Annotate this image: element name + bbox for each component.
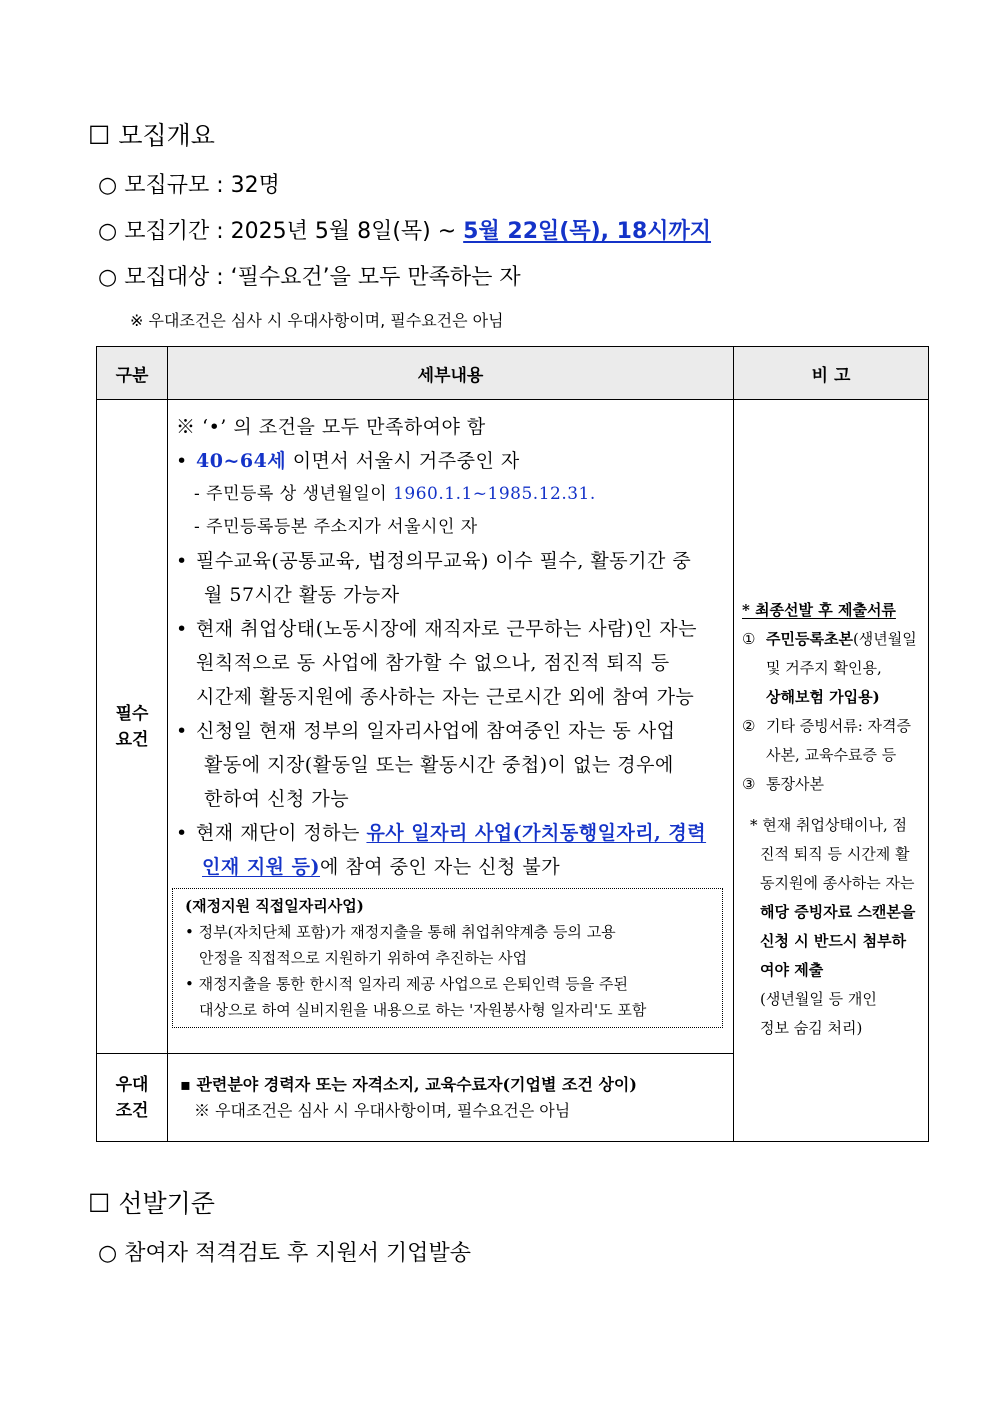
recruit-period-label: ○ 모집기간 : 2025년 5월 8일(목) ~ xyxy=(98,219,464,244)
required-label xyxy=(97,400,168,1054)
preferred-label-1: 우대 xyxy=(115,1074,149,1095)
box-item-1: • 정부(자치단체 포함)가 재정지출을 통해 취업취약계층 등의 고용 xyxy=(185,923,616,941)
preferred-details xyxy=(168,1054,734,1142)
pref-line-2: ※ 우대조건은 심사 시 우대사항이며, 필수요건은 아님 xyxy=(194,1101,571,1120)
side-doc-1: ① 주민등록초본(생년월일 xyxy=(742,630,917,648)
bullet-icon: • xyxy=(176,720,188,742)
box-item-2-cont: 대상으로 하여 실비지원을 내용으로 하는 '자원봉사형 일자리'도 포함 xyxy=(199,1001,647,1019)
side-note-6: 여야 제출 xyxy=(760,961,824,979)
side-doc-2-cont: 사본, 교육수료증 등 xyxy=(766,746,897,764)
section1-note: ※ 우대조건은 심사 시 우대사항이며, 필수요건은 아님 xyxy=(130,311,504,330)
side-note-1: * 현재 취업상태이나, 점 xyxy=(750,816,907,834)
side-note-4: 해당 증빙자료 스캔본을 xyxy=(760,903,916,921)
side-note-8: 정보 숨김 처리) xyxy=(760,1019,863,1037)
recruit-deadline: 5월 22일(목), 18시까지 xyxy=(463,219,712,244)
header-details: 세부내용 xyxy=(168,347,734,400)
req-age-text: 이면서 서울시 거주중인 자 xyxy=(286,450,520,472)
preferred-label-2: 조건 xyxy=(115,1100,149,1121)
side-note-2: 진적 퇴직 등 시간제 활 xyxy=(760,845,910,863)
requirements-table xyxy=(96,346,929,1142)
bullet-icon: • xyxy=(176,618,188,640)
side-note-3: 동지원에 종사하는 자는 xyxy=(760,874,915,892)
req-birthdate-range: 1960.1.1~1985.12.31. xyxy=(393,484,596,504)
side-doc-3: ③ 통장사본 xyxy=(742,775,824,793)
recruit-size: ○ 모집규모 : 32명 xyxy=(98,173,280,198)
req-employment-cont1: 원칙적으로 동 사업에 참가할 수 없으나, 점진적 퇴직 등 xyxy=(196,652,670,674)
recruit-target: ○ 모집대상 : ‘필수요건’을 모두 만족하는 자 xyxy=(98,265,521,290)
bullet-icon: • xyxy=(176,822,188,844)
required-label-1: 필수 xyxy=(115,703,149,724)
side-doc-1-cont2: 상해보험 가입용) xyxy=(766,688,880,706)
bullet-icon: • xyxy=(176,550,188,572)
req-similar-job-cont: 인재 지원 등)에 참여 중인 자는 신청 불가 xyxy=(202,856,561,878)
req-birthdate-label: - 주민등록 상 생년월일이 xyxy=(194,484,394,504)
req-similar-job-highlight: 유사 일자리 사업(가치동행일자리, 경력 xyxy=(366,822,707,844)
bullet-icon: • xyxy=(176,450,188,472)
side-title: * 최종선발 후 제출서류 xyxy=(742,601,896,619)
req-gov-job: • 신청일 현재 정부의 일자리사업에 참여중인 자는 동 사업 xyxy=(176,714,727,748)
header-category: 구분 xyxy=(97,347,168,400)
side-note-5: 신청 시 반드시 첨부하 xyxy=(760,932,907,950)
req-line-1: ※ ‘•’ 의 조건을 모두 만족하여야 함 xyxy=(176,416,486,438)
req-age xyxy=(176,444,727,478)
section1-title: ☐ 모집개요 xyxy=(88,121,215,150)
box-item-2: • 재정지출을 통한 한시적 일자리 제공 사업으로 은퇴인력 등을 주된 xyxy=(185,975,628,993)
required-details xyxy=(168,400,734,1054)
side-doc-2: ② 기타 증빙서류: 자격증 xyxy=(742,717,912,735)
header-remarks: 비 고 xyxy=(734,347,929,400)
section2-title: ☐ 선발기준 xyxy=(88,1189,215,1218)
req-similar-job: • 현재 재단이 정하는 유사 일자리 사업(가치동행일자리, 경력 xyxy=(176,816,727,850)
side-note-7: (생년월일 등 개인 xyxy=(760,990,877,1008)
req-birthdate xyxy=(176,478,727,511)
req-age-range: 40~64세 xyxy=(196,450,287,472)
direct-job-definition-box xyxy=(172,888,723,1028)
box-title: (재정지원 직접일자리사업) xyxy=(185,897,364,915)
remarks-cell xyxy=(734,400,929,1142)
pref-line-1: ▪ 관련분야 경력자 또는 자격소지, 교육수료자(기업별 조건 상이) xyxy=(180,1075,637,1094)
req-education-cont: 월 57시간 활동 가능자 xyxy=(204,584,400,606)
req-gov-job-cont1: 활동에 지장(활동일 또는 활동시간 중첩)이 없는 경우에 xyxy=(204,754,674,776)
selection-criteria: ○ 참여자 적격검토 후 지원서 기업발송 xyxy=(98,1241,471,1266)
required-label-2: 요건 xyxy=(115,729,149,750)
recruit-period xyxy=(98,214,711,245)
side-doc-1-cont: 및 거주지 확인용, xyxy=(766,659,882,677)
preferred-label xyxy=(97,1054,168,1142)
req-education: • 필수교육(공통교육, 법정의무교육) 이수 필수, 활동기간 중 xyxy=(176,544,727,578)
req-address: - 주민등록등본 주소지가 서울시인 자 xyxy=(194,517,478,537)
box-item-1-cont: 안정을 직접적으로 지원하기 위하여 추진하는 사업 xyxy=(199,949,528,967)
req-employment-cont2: 시간제 활동지원에 종사하는 자는 근로시간 외에 참여 가능 xyxy=(196,686,695,708)
req-gov-job-cont2: 한하여 신청 가능 xyxy=(204,788,350,810)
req-employment: • 현재 취업상태(노동시장에 재직자로 근무하는 사람)인 자는 xyxy=(176,612,727,646)
